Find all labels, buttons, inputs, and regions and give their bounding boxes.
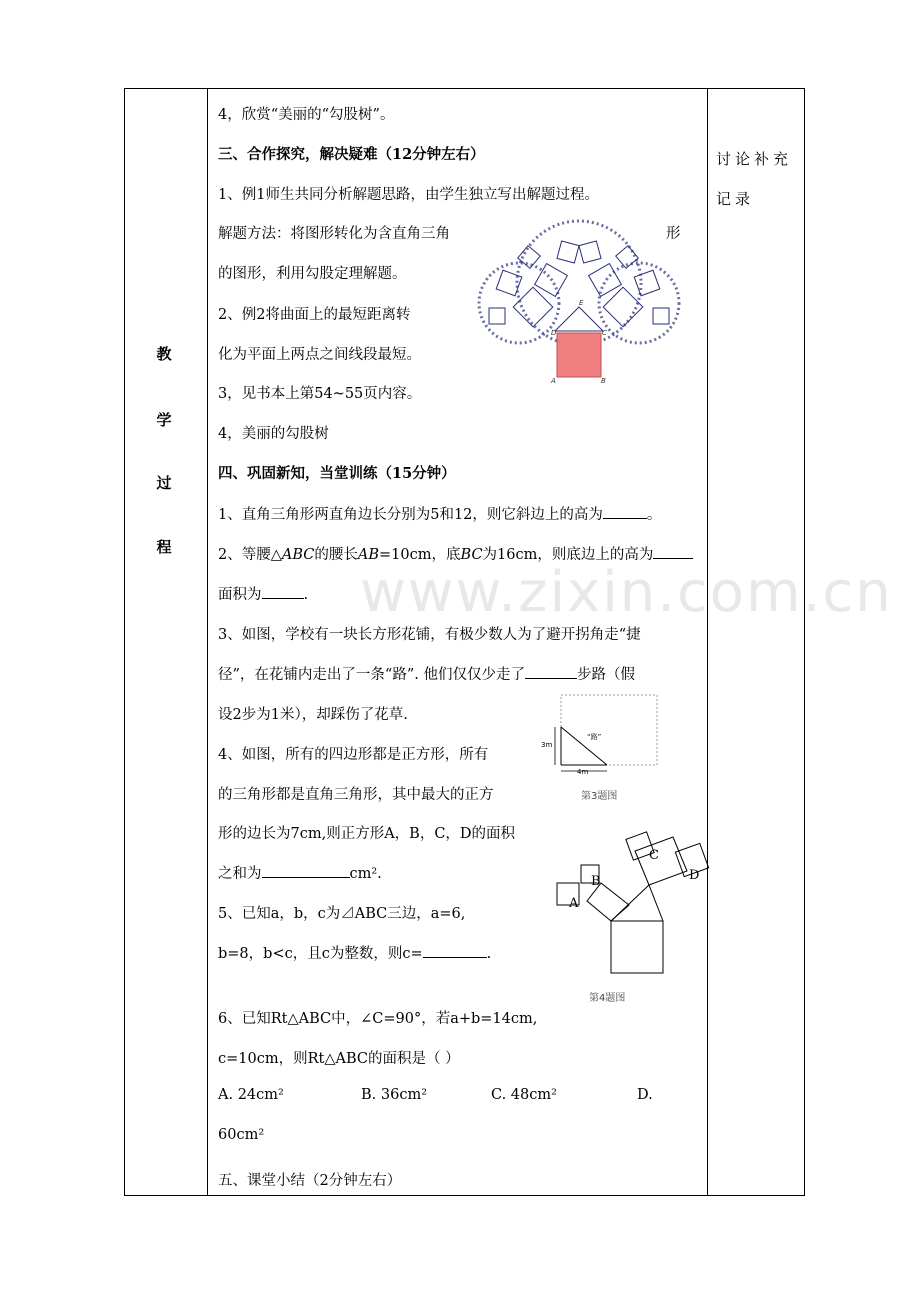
text-line: 4，欣赏“美丽的“勾股树”。 bbox=[218, 107, 395, 123]
fig4-label: C bbox=[649, 848, 659, 863]
option-a[interactable]: A. 24cm² bbox=[218, 1087, 284, 1103]
question-3-figure bbox=[537, 687, 661, 805]
text-line: 3，见书本上第54~55页内容。 bbox=[218, 386, 422, 402]
question-5-cont bbox=[218, 942, 491, 963]
tree-label: E bbox=[579, 299, 584, 307]
text-line: c=10cm，则Rt△ABC的面积是（ ） bbox=[218, 1051, 460, 1067]
side-label-char: 程 bbox=[156, 538, 172, 556]
question-4-cont bbox=[218, 862, 382, 883]
q4-text: 之和为 bbox=[218, 866, 262, 882]
fig3-bottom-label: 4m bbox=[577, 768, 589, 776]
note-label bbox=[716, 139, 798, 219]
note-line: 记录 bbox=[716, 190, 755, 208]
text-line: 设2步为1米），却踩伤了花草. bbox=[218, 707, 408, 723]
section-heading: 四、巩固新知，当堂训练（15分钟） bbox=[218, 465, 456, 482]
q4-unit: cm². bbox=[349, 866, 382, 882]
text-line: 形的边长为7cm,则正方形A，B，C，D的面积 bbox=[218, 826, 516, 842]
text-line: 2、例2将曲面上的最短距离转 bbox=[218, 307, 411, 323]
text-line: 1、例1师生共同分析解题思路，由学生独立写出解题过程。 bbox=[218, 187, 599, 203]
q2-text: 2、等腰△ bbox=[218, 547, 282, 563]
section-heading: 三、合作探究，解决疑难（12分钟左右） bbox=[218, 146, 485, 163]
answer-blank[interactable] bbox=[603, 504, 647, 519]
question-3-cont bbox=[218, 663, 635, 684]
q2-end: . bbox=[303, 587, 309, 603]
option-d[interactable]: D. bbox=[637, 1087, 653, 1103]
text-line: 五、课堂小结（2分钟左右） bbox=[218, 1173, 402, 1189]
text-line: 4，美丽的勾股树 bbox=[218, 426, 329, 442]
fig3-side-label: 3m bbox=[541, 741, 553, 749]
text-line: 4、如图，所有的四边形都是正方形，所有 bbox=[218, 747, 489, 763]
tree-label: A bbox=[551, 377, 556, 385]
tree-label: B bbox=[601, 377, 606, 385]
side-label-char: 过 bbox=[156, 474, 172, 492]
side-label-char: 学 bbox=[156, 411, 172, 429]
side-label-char: 教 bbox=[156, 345, 172, 363]
lesson-table bbox=[124, 88, 805, 1196]
tree-base-square bbox=[557, 333, 601, 377]
fig3-caption: 第3题图 bbox=[581, 791, 618, 802]
q3-text: 步路（假 bbox=[576, 667, 635, 683]
fig4-label: A bbox=[569, 896, 579, 911]
option-c[interactable]: C. 48cm² bbox=[491, 1087, 557, 1103]
q2-var: ABC bbox=[281, 547, 315, 563]
text-line: 解题方法：将图形转化为含直角三角 bbox=[218, 226, 450, 242]
column-divider-left bbox=[207, 89, 208, 1195]
answer-blank[interactable] bbox=[262, 863, 350, 878]
fig4-label: B bbox=[591, 874, 601, 889]
note-line: 讨论补充 bbox=[716, 150, 793, 168]
answer-blank[interactable] bbox=[525, 664, 577, 679]
watermark: www.zixin.com.cn bbox=[360, 560, 893, 625]
text-line: 60cm² bbox=[218, 1127, 265, 1143]
answer-blank[interactable] bbox=[653, 544, 693, 559]
fig4-label: D bbox=[689, 868, 700, 883]
text-line: 的三角形都是直角三角形，其中最大的正方 bbox=[218, 787, 494, 803]
q2-text: =10cm，底 bbox=[379, 547, 461, 563]
text-line: 化为平面上两点之间线段最短。 bbox=[218, 347, 421, 363]
q3-text: 径”，在花铺内走出了一条“路”. 他们仅仅少走了 bbox=[218, 667, 525, 683]
q2-var: AB bbox=[357, 547, 380, 563]
text-line: 形 bbox=[666, 226, 681, 242]
q2-var: BC bbox=[460, 547, 483, 563]
text-line: 的图形，利用勾股定理解题。 bbox=[218, 266, 407, 282]
question-1 bbox=[218, 503, 661, 524]
text-line: 5、已知a，b，c为⊿ABC三边，a=6, bbox=[218, 906, 466, 922]
q2-text: 的腰长 bbox=[314, 547, 358, 563]
q1-end: 。 bbox=[646, 507, 662, 523]
answer-blank[interactable] bbox=[262, 584, 304, 599]
q5-text: b=8，b<c，且c为整数，则c= bbox=[218, 946, 423, 962]
pythagoras-tree-figure bbox=[459, 213, 699, 387]
tree-label: D bbox=[551, 329, 557, 337]
text-line: 3、如图，学校有一块长方形花铺，有极少数人为了避开拐角走“捷 bbox=[218, 627, 641, 643]
fig3-road-label: “路” bbox=[587, 733, 602, 741]
answer-blank[interactable] bbox=[423, 943, 487, 958]
question-2-cont bbox=[218, 583, 308, 604]
q2-text: 为16cm，则底边上的高为 bbox=[482, 547, 654, 563]
text-line: 6、已知Rt△ABC中，∠C=90°，若a+b=14cm, bbox=[218, 1011, 538, 1027]
column-divider-right bbox=[707, 89, 708, 1195]
q2-area-text: 面积为 bbox=[218, 587, 262, 603]
tree-label: C bbox=[602, 329, 607, 337]
q1-text: 1、直角三角形两直角边长分别为5和12，则它斜边上的高为 bbox=[218, 507, 603, 523]
q5-end: . bbox=[486, 946, 492, 962]
question-2 bbox=[218, 543, 693, 564]
option-b[interactable]: B. 36cm² bbox=[361, 1087, 428, 1103]
question-4-figure bbox=[553, 827, 725, 1005]
fig4-caption: 第4题图 bbox=[589, 993, 626, 1004]
